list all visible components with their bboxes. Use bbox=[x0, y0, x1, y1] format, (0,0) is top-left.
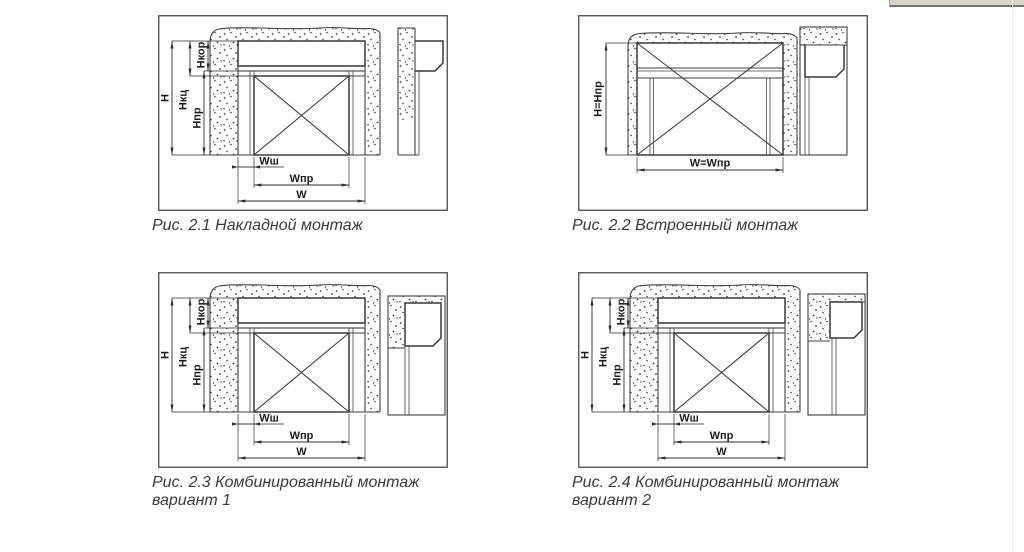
dim-label-hkts: Нкц bbox=[177, 346, 190, 368]
figure-2-3-caption-line2: вариант 1 bbox=[152, 492, 232, 509]
dim-label-w: W=Wпр bbox=[689, 157, 731, 170]
dim-label-w: W bbox=[296, 189, 307, 201]
figure-2-3 bbox=[152, 272, 482, 510]
dim-label-w: W bbox=[296, 446, 307, 458]
dim-label-h: Н=Нпр bbox=[592, 81, 605, 117]
figure-2-4-caption: Рис. 2.4 Комбинированный монтаж bbox=[572, 474, 840, 491]
dim-label-hkts: Нкц bbox=[177, 89, 190, 111]
figure-2-1-diagram bbox=[158, 15, 448, 211]
dim-label-hpr: Нпр bbox=[611, 364, 624, 386]
figure-2-3-diagram bbox=[158, 272, 448, 468]
page-edge-line bbox=[1012, 0, 1013, 552]
scrollbar-fragment[interactable] bbox=[889, 0, 1024, 7]
dim-label-wpr: Wпр bbox=[289, 430, 314, 442]
dim-label-wsh: Wш bbox=[259, 412, 279, 425]
dim-label-h: Н bbox=[159, 351, 172, 359]
figure-2-4-diagram bbox=[578, 272, 868, 468]
dim-label-wpr: Wпр bbox=[289, 173, 314, 185]
dim-label-hpr: Нпр bbox=[191, 364, 204, 386]
figure-2-2 bbox=[572, 15, 902, 235]
dim-label-hkor: Нкор bbox=[615, 298, 628, 326]
dim-label-w: W bbox=[716, 446, 727, 458]
dim-label-h: Н bbox=[159, 94, 172, 102]
dim-label-wsh: Wш bbox=[259, 155, 279, 168]
figure-2-3-caption: Рис. 2.3 Комбинированный монтаж bbox=[152, 474, 420, 491]
figure-2-1-caption: Рис. 2.1 Накладной монтаж bbox=[152, 217, 363, 234]
dim-label-hkor: Нкор bbox=[195, 298, 208, 326]
dim-label-hkor: Нкор bbox=[195, 41, 208, 69]
figure-2-4-caption-line2: вариант 2 bbox=[572, 492, 652, 509]
dim-label-h: Н bbox=[579, 351, 592, 359]
figure-2-4 bbox=[572, 272, 902, 510]
figure-2-1 bbox=[152, 15, 482, 235]
figure-2-2-caption: Рис. 2.2 Встроенный монтаж bbox=[572, 217, 799, 234]
dim-label-hkts: Нкц bbox=[597, 346, 610, 368]
figure-2-2-diagram bbox=[578, 15, 868, 211]
dim-label-wsh: Wш bbox=[679, 412, 699, 425]
dim-label-wpr: Wпр bbox=[709, 430, 734, 442]
dim-label-hpr: Нпр bbox=[191, 107, 204, 129]
